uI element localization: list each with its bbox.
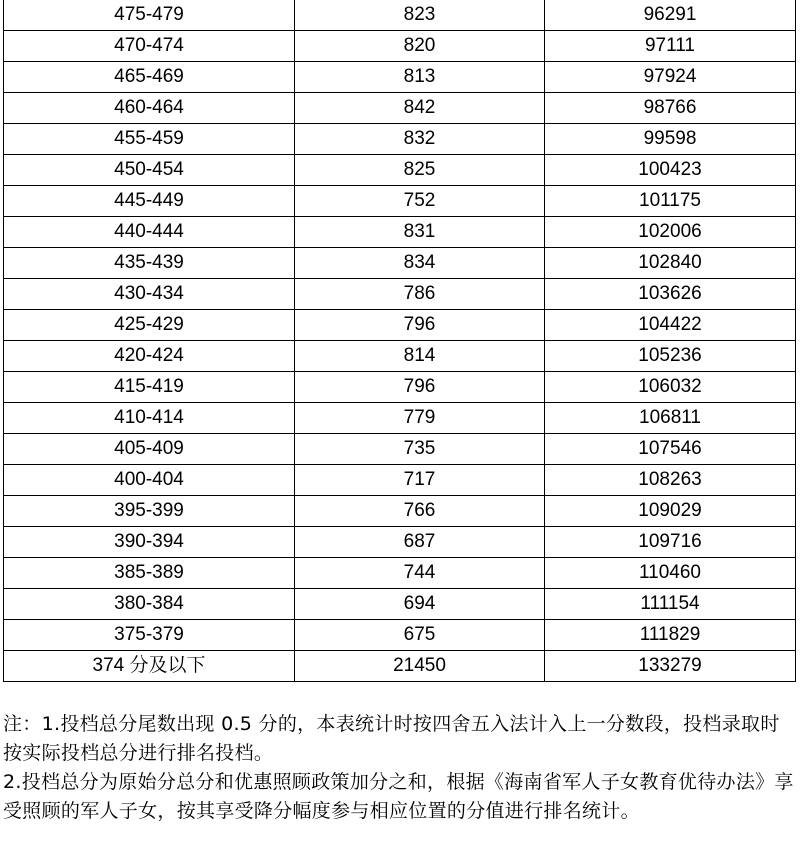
score-range-cell: 385-389: [4, 558, 295, 589]
cumulative-count-cell: 96291: [545, 0, 796, 31]
count-cell: 735: [295, 434, 545, 465]
cumulative-count-cell: 98766: [545, 93, 796, 124]
table-row: [4, 31, 796, 62]
table-row: [4, 496, 796, 527]
score-range-cell: 400-404: [4, 465, 295, 496]
table-row: [4, 155, 796, 186]
table-row: [4, 589, 796, 620]
count-cell: 786: [295, 279, 545, 310]
table-row: [4, 403, 796, 434]
count-cell: 832: [295, 124, 545, 155]
score-distribution-table: [3, 0, 796, 682]
count-cell: 694: [295, 589, 545, 620]
cumulative-count-cell: 111829: [545, 620, 796, 651]
score-range-cell: 455-459: [4, 124, 295, 155]
cumulative-count-cell: 101175: [545, 186, 796, 217]
cumulative-count-cell: 106811: [545, 403, 796, 434]
count-cell: 823: [295, 0, 545, 31]
score-range-cell: 415-419: [4, 372, 295, 403]
count-cell: 796: [295, 372, 545, 403]
note-1: 注：1.投档总分尾数出现 0.5 分的，本表统计时按四舍五入法计入上一分数段，投档录取时按实际投档总分进行排名投档。: [3, 713, 780, 764]
table-row: [4, 651, 796, 682]
table-row: [4, 217, 796, 248]
note-2: 2.投档总分为原始分总分和优惠照顾政策加分之和，根据《海南省军人子女教育优待办法》享受照顾的军人子女，按其享受降分幅度参与相应位置的分值进行排名统计。: [3, 771, 794, 822]
cumulative-count-cell: 102006: [545, 217, 796, 248]
table-row: [4, 527, 796, 558]
count-cell: 675: [295, 620, 545, 651]
count-cell: 21450: [295, 651, 545, 682]
count-cell: 796: [295, 310, 545, 341]
cumulative-count-cell: 102840: [545, 248, 796, 279]
score-range-cell: 445-449: [4, 186, 295, 217]
cumulative-count-cell: 109029: [545, 496, 796, 527]
score-range-cell: 380-384: [4, 589, 295, 620]
cumulative-count-cell: 111154: [545, 589, 796, 620]
cumulative-count-cell: 104422: [545, 310, 796, 341]
score-range-cell: 375-379: [4, 620, 295, 651]
score-range-cell: 395-399: [4, 496, 295, 527]
table-row: [4, 279, 796, 310]
table-row: [4, 310, 796, 341]
score-range-cell: 390-394: [4, 527, 295, 558]
cumulative-count-cell: 110460: [545, 558, 796, 589]
table-row: [4, 558, 796, 589]
cumulative-count-cell: 105236: [545, 341, 796, 372]
cumulative-count-cell: 107546: [545, 434, 796, 465]
count-cell: 814: [295, 341, 545, 372]
score-range-cell: 475-479: [4, 0, 295, 31]
count-cell: 813: [295, 62, 545, 93]
count-cell: 687: [295, 527, 545, 558]
score-range-cell: 425-429: [4, 310, 295, 341]
score-range-cell: 465-469: [4, 62, 295, 93]
table-row: [4, 62, 796, 93]
cumulative-count-cell: 97924: [545, 62, 796, 93]
notes-section: [3, 710, 798, 826]
score-range-cell: 374 分及以下: [4, 651, 295, 682]
count-cell: 820: [295, 31, 545, 62]
cumulative-count-cell: 109716: [545, 527, 796, 558]
table-row: [4, 0, 796, 31]
cumulative-count-cell: 106032: [545, 372, 796, 403]
score-range-cell: 435-439: [4, 248, 295, 279]
count-cell: 744: [295, 558, 545, 589]
count-cell: 717: [295, 465, 545, 496]
score-range-cell: 410-414: [4, 403, 295, 434]
score-range-cell: 440-444: [4, 217, 295, 248]
count-cell: 842: [295, 93, 545, 124]
table-row: [4, 186, 796, 217]
count-cell: 831: [295, 217, 545, 248]
table-row: [4, 434, 796, 465]
count-cell: 752: [295, 186, 545, 217]
count-cell: 766: [295, 496, 545, 527]
cumulative-count-cell: 133279: [545, 651, 796, 682]
score-range-cell: 430-434: [4, 279, 295, 310]
table-row: [4, 372, 796, 403]
count-cell: 834: [295, 248, 545, 279]
count-cell: 779: [295, 403, 545, 434]
cumulative-count-cell: 99598: [545, 124, 796, 155]
cumulative-count-cell: 100423: [545, 155, 796, 186]
score-range-cell: 420-424: [4, 341, 295, 372]
cumulative-count-cell: 97111: [545, 31, 796, 62]
score-range-cell: 450-454: [4, 155, 295, 186]
score-range-cell: 460-464: [4, 93, 295, 124]
table-body: [4, 0, 796, 682]
table-row: [4, 248, 796, 279]
table-row: [4, 465, 796, 496]
table-row: [4, 124, 796, 155]
score-range-cell: 405-409: [4, 434, 295, 465]
count-cell: 825: [295, 155, 545, 186]
table-row: [4, 341, 796, 372]
table-row: [4, 620, 796, 651]
score-range-cell: 470-474: [4, 31, 295, 62]
table-row: [4, 93, 796, 124]
cumulative-count-cell: 103626: [545, 279, 796, 310]
cumulative-count-cell: 108263: [545, 465, 796, 496]
